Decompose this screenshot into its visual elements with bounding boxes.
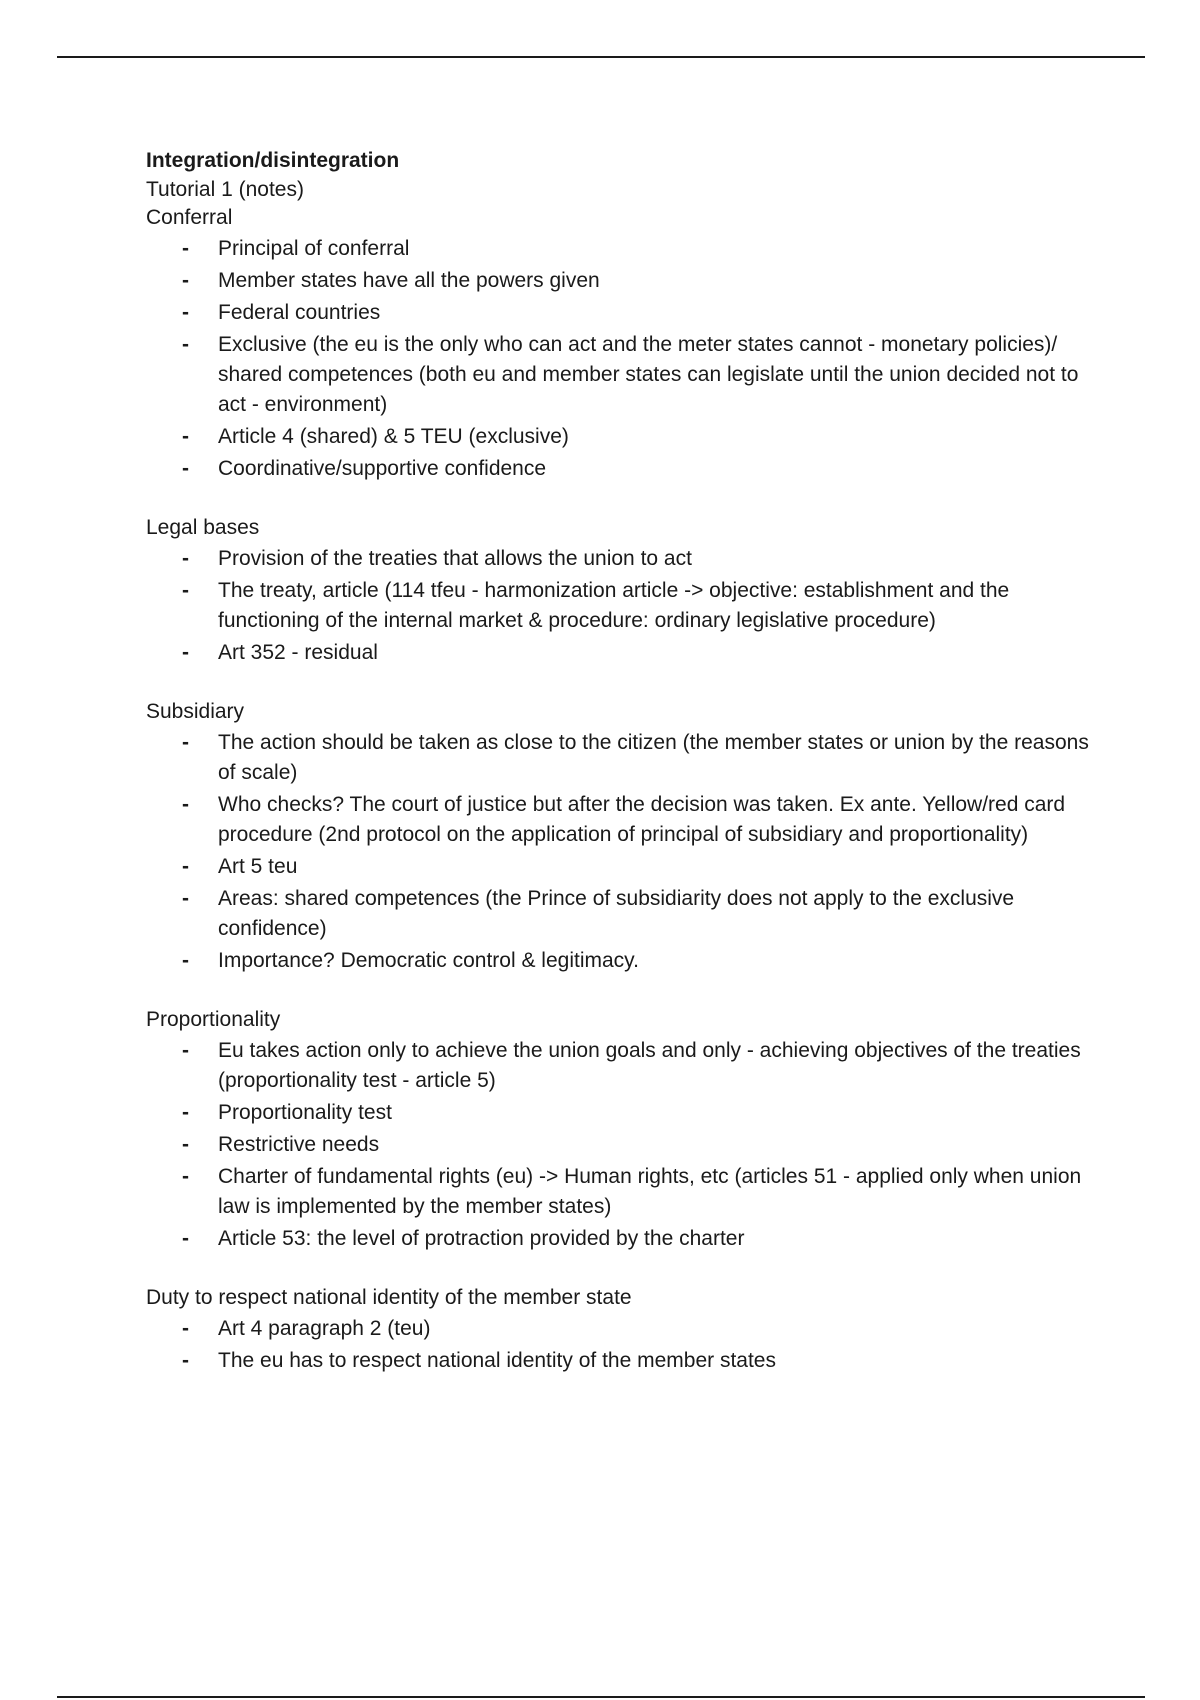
bullet-text: Art 4 paragraph 2 (teu)	[218, 1317, 431, 1340]
section-heading: Proportionality	[146, 1008, 281, 1031]
bullet-item	[146, 544, 1106, 574]
document-subtitle: Tutorial 1 (notes)	[146, 178, 304, 201]
bullet-text: Art 352 - residual	[218, 641, 378, 664]
bullet-text: The action should be taken as close to the citizen (the member states or union by the reasons of scale)	[218, 731, 1089, 784]
document-title: Integration/disintegration	[146, 149, 400, 172]
bullet-item	[146, 1162, 1106, 1222]
dash-bullet-icon: -	[182, 425, 189, 448]
bullet-text: Restrictive needs	[218, 1133, 380, 1156]
section	[146, 698, 1106, 976]
bullet-text: Importance? Democratic control & legitimacy.	[218, 949, 639, 972]
dash-bullet-icon: -	[182, 1165, 189, 1188]
top-rule	[57, 56, 1145, 58]
bullet-text: Art 5 teu	[218, 855, 298, 878]
bullet-item	[146, 1130, 1106, 1160]
section	[146, 1006, 1106, 1254]
bullet-text: Areas: shared competences (the Prince of subsidiarity does not apply to the exclusive confidence)	[218, 887, 1015, 940]
bullet-item	[146, 1314, 1106, 1344]
bullet-item	[146, 1346, 1106, 1376]
dash-bullet-icon: -	[182, 855, 189, 878]
dash-bullet-icon: -	[182, 1039, 189, 1062]
bullet-item	[146, 728, 1106, 788]
section-heading: Subsidiary	[146, 700, 245, 723]
bullet-item	[146, 852, 1106, 882]
section-heading: Duty to respect national identity of the member state	[146, 1286, 632, 1309]
dash-bullet-icon: -	[182, 579, 189, 602]
bullet-item	[146, 884, 1106, 944]
bullet-text: The treaty, article (114 tfeu - harmonization article -> objective: establishment and the functioning of the internal market & procedure: ordinary legislative procedure)	[218, 579, 1010, 632]
dash-bullet-icon: -	[182, 301, 189, 324]
bullet-list	[146, 1314, 1106, 1376]
bullet-item	[146, 790, 1106, 850]
dash-bullet-icon: -	[182, 1349, 189, 1372]
sections-container	[146, 204, 1106, 1376]
bullet-list	[146, 1036, 1106, 1254]
dash-bullet-icon: -	[182, 793, 189, 816]
bullet-text: Who checks? The court of justice but after the decision was taken. Ex ante. Yellow/red card procedure (2nd protocol on the application of principal of subsidiary and proportionality)	[218, 793, 1066, 846]
bullet-item	[146, 298, 1106, 328]
bullet-item	[146, 946, 1106, 976]
bullet-text: Principal of conferral	[218, 237, 410, 260]
section	[146, 514, 1106, 668]
dash-bullet-icon: -	[182, 547, 189, 570]
bullet-text: Provision of the treaties that allows the union to act	[218, 547, 692, 570]
dash-bullet-icon: -	[182, 641, 189, 664]
dash-bullet-icon: -	[182, 731, 189, 754]
bullet-item	[146, 266, 1106, 296]
bullet-item	[146, 1036, 1106, 1096]
section-heading: Conferral	[146, 206, 233, 229]
section-heading: Legal bases	[146, 516, 260, 539]
dash-bullet-icon: -	[182, 1227, 189, 1250]
bullet-text: Charter of fundamental rights (eu) -> Human rights, etc (articles 51 - applied only when union law is implemented by the member states)	[218, 1165, 1082, 1218]
bullet-list	[146, 728, 1106, 976]
bullet-item	[146, 330, 1106, 420]
bottom-rule	[57, 1696, 1145, 1698]
bullet-text: Proportionality test	[218, 1101, 392, 1124]
bullet-text: Member states have all the powers given	[218, 269, 600, 292]
bullet-item	[146, 638, 1106, 668]
dash-bullet-icon: -	[182, 333, 189, 356]
bullet-text: Exclusive (the eu is the only who can act and the meter states cannot - monetary policies)/ shared competences (both eu and member states can legislate until the union decided not to act - environment)	[218, 333, 1079, 416]
dash-bullet-icon: -	[182, 1317, 189, 1340]
bullet-item	[146, 422, 1106, 452]
bullet-text: Article 53: the level of protraction provided by the charter	[218, 1227, 745, 1250]
bullet-item	[146, 234, 1106, 264]
dash-bullet-icon: -	[182, 237, 189, 260]
dash-bullet-icon: -	[182, 949, 189, 972]
dash-bullet-icon: -	[182, 887, 189, 910]
bullet-list	[146, 544, 1106, 668]
section	[146, 204, 1106, 484]
bullet-text: Coordinative/supportive confidence	[218, 457, 547, 480]
section	[146, 1284, 1106, 1376]
bullet-text: Federal countries	[218, 301, 381, 324]
dash-bullet-icon: -	[182, 1133, 189, 1156]
bullet-item	[146, 1098, 1106, 1128]
dash-bullet-icon: -	[182, 269, 189, 292]
bullet-item	[146, 454, 1106, 484]
bullet-text: The eu has to respect national identity of the member states	[218, 1349, 776, 1372]
bullet-item	[146, 576, 1106, 636]
bullet-list	[146, 234, 1106, 484]
bullet-text: Eu takes action only to achieve the union goals and only - achieving objectives of the treaties (proportionality test - article 5)	[218, 1039, 1081, 1092]
dash-bullet-icon: -	[182, 457, 189, 480]
bullet-item	[146, 1224, 1106, 1254]
document-body	[146, 146, 1106, 1378]
bullet-text: Article 4 (shared) & 5 TEU (exclusive)	[218, 425, 569, 448]
dash-bullet-icon: -	[182, 1101, 189, 1124]
